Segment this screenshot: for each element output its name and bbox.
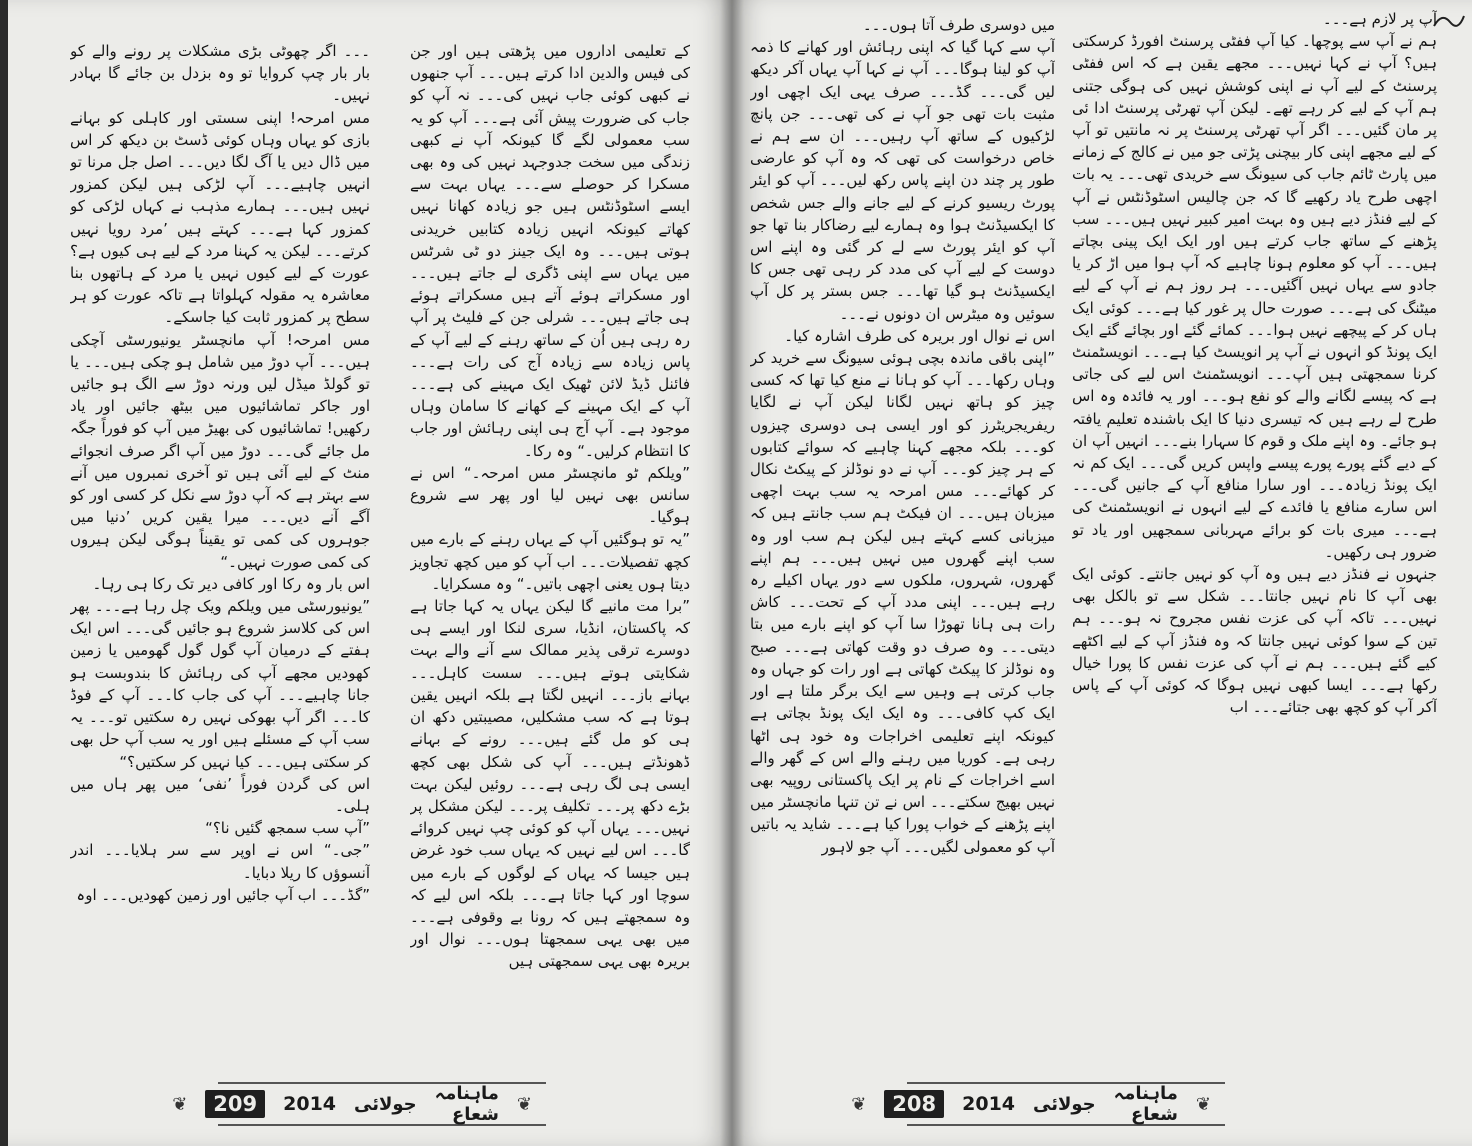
paragraph: کے تعلیمی اداروں میں پڑھتی ہیں اور جن کی فیس والدین ادا کرتے ہیں۔۔۔ آپ جنھوں نے کبھی کوئی جاب نہیں کی۔۔۔ نہ آپ کو جاب کی ضرورت پیش آئی ہے۔۔۔ آپ کو یہ سب معمولی لگے گا کیونکہ آپ نے کبھی زندگی میں سخت جدوجہد نہیں کی وہ بھی مسکرا کر حوصلے سے۔۔۔ یہاں بہت سے ایسے اسٹوڈنٹس ہیں جو زیادہ کھانا نہیں کھاتے کیونکہ انہیں زیادہ کتابیں خریدنی ہوتی ہیں۔۔۔ وہ ایک جینز دو ٹی شرٹس میں یہاں سے اپنی ڈگری لے جاتے ہیں۔۔۔ اور مسکراتے ہوئے آتے ہیں مسکراتے ہوئے ہی جاتے ہیں۔۔۔ شرلی جن کے فلیٹ پر آپ رہ رہی ہیں اُن کے ساتھ رہنے کے لیے آپ کے پاس زیادہ سے زیادہ آج کی رات ہے۔۔۔ فائنل ڈیڈ لائن ٹھیک ایک مہینے کی ہے۔۔۔ آپ کے ایک مہینے کے کھانے کا سامان وہاں موجود ہے۔ آپ آج ہی اپنی رہائش اور جاب کا انتظام کرلیں۔“ وہ رکا۔ bbox=[410, 42, 690, 460]
right-page-left-column bbox=[750, 14, 1055, 1024]
book-gutter bbox=[720, 0, 744, 1146]
ornament-icon: ❦ bbox=[516, 1093, 532, 1115]
issue-year: 2014 bbox=[962, 1093, 1016, 1115]
paragraph: ”گڈ۔۔۔ اب آپ جائیں اور زمین کھودیں۔۔۔ اوہ bbox=[76, 885, 370, 904]
paragraph: میں دوسری طرف آتا ہوں۔۔۔ bbox=[862, 16, 1055, 34]
magazine-name: ماہنامہ شعاع bbox=[1113, 1083, 1178, 1125]
left-page-left-column bbox=[70, 40, 370, 1050]
paragraph: اس بار وہ رکا اور کافی دیر تک رکا ہی رہا۔ bbox=[92, 574, 370, 593]
page-number: 208 bbox=[884, 1090, 944, 1118]
left-page-right-column bbox=[410, 40, 690, 1050]
paragraph: ”یہ تو ہوگئیں آپ کے یہاں رہنے کے بارے میں کچھ تفصیلات۔۔۔ اب آپ کو میں کچھ تجاویز دیتا ہوں یعنی اچھی باتیں۔“ وہ مسکرایا۔ bbox=[410, 530, 690, 593]
page-number: 209 bbox=[205, 1090, 265, 1118]
paragraph: ”ویلکم ٹو مانچسٹر مس امرحہ۔“ اس نے سانس بھی نہیں لیا اور پھر سے شروع ہوگیا۔ bbox=[410, 463, 690, 527]
paragraph: ”یونیورسٹی میں ویلکم ویک چل رہا ہے۔۔۔ پھر اس کی کلاسز شروع ہو جائیں گی۔۔۔ اس ایک ہفتے کے درمیان آپ گول گول گھومیں یا زمین کھودیں مجھے آپ کی رہائش کا بندوبست ہو جانا چاہیے۔۔۔ آپ کی جاب کا۔۔۔ آپ کے فوڈ کا۔۔۔ اگر آپ بھوکی نہیں رہ سکتیں تو۔۔۔ یہ سب آپ کے مسئلے ہیں اور یہ سب آپ حل بھی کر سکتی ہیں۔۔۔ کیا نہیں کر سکتیں؟“ bbox=[70, 597, 370, 771]
paragraph: ”برا مت مانیے گا لیکن یہاں یہ کہا جاتا ہے کہ پاکستان، انڈیا، سری لنکا اور ایسے ہی دوسرے ترقی پذیر ممالک سے آنے والے بہت شکایتی ہوتے ہیں۔۔۔ سست کاہل۔۔۔ بہانے باز۔۔۔ انہیں لگتا ہے بلکہ انہیں یقین ہوتا ہے کہ سب مشکلیں، مصیبتیں دکھ ان ہی کو مل گئے ہیں۔۔۔ رونے کے بہانے ڈھونڈتے ہیں۔۔۔ آپ کی شکل بھی کچھ ایسی ہی لگ رہی ہے۔۔۔ روئیں لیکن بہت بڑے دکھ پر۔۔۔ تکلیف پر۔۔۔ لیکن مشکل پر نہیں۔۔۔ یہاں آپ کو کوئی چپ نہیں کروائے گا۔۔۔ اس لیے نہیں کہ یہاں سب خود غرض ہیں جیسا کہ یہاں کے لوگوں کے بارے میں سوچا اور کہا جاتا ہے۔۔۔ بلکہ اس لیے کہ وہ سمجھتے ہیں کہ رونا بے وقوفی ہے۔۔۔ میں بھی یہی سمجھتا ہوں۔۔۔ نوال اور بریرہ بھی یہی سمجھتی ہیں bbox=[410, 597, 690, 971]
page-209 bbox=[8, 0, 732, 1146]
paragraph: آپ پر لازم ہے۔۔۔ bbox=[1322, 10, 1437, 28]
ornament-icon: ❦ bbox=[851, 1093, 867, 1115]
paragraph: اس کی گردن فوراً ’نفی‘ میں پھر ہاں میں ہلی۔ bbox=[70, 774, 370, 815]
issue-month: جولائی bbox=[354, 1093, 417, 1115]
issue-month: جولائی bbox=[1033, 1093, 1096, 1115]
ornament-icon: ❦ bbox=[1195, 1093, 1211, 1115]
paragraph: اس نے نوال اور بریرہ کی طرف اشارہ کیا۔ bbox=[784, 326, 1055, 345]
magazine-spread bbox=[8, 0, 1472, 1146]
page-footer bbox=[172, 1082, 546, 1126]
ornament-icon: ❦ bbox=[172, 1093, 188, 1115]
paragraph: ۔۔۔ اگر چھوٹی بڑی مشکلات پر رونے والے کو بار بار چپ کروایا تو وہ بزدل بن جائے گا بہادر نہیں۔ bbox=[70, 42, 370, 105]
paragraph: ”جی۔“ اس نے اوپر سے سر ہلایا۔۔۔ اندر آنسوؤں کا ریلا دبایا۔ bbox=[70, 841, 370, 882]
paragraph: آپ سے کہا گیا کہ اپنی رہائش اور کھانے کا ذمہ آپ کو لینا ہوگا۔۔۔ آپ نے کہا آپ یہاں آکر دیکھ لیں گی۔۔۔ گڈ۔۔۔ صرف یہی ایک اچھی اور مثبت بات تھی جو آپ نے کی تھی۔۔۔ جن پانچ لڑکیوں کے ساتھ آپ رہیں۔۔۔ ان سے ہم نے خاص درخواست کی تھی کہ وہ آپ کو عارضی طور پر چند دن اپنے پاس رکھ لیں۔۔۔ آپ کو ایئر پورٹ ریسیو کرنے کے لیے جانے والے جس شخص کا ایکسیڈنٹ ہوا وہ ہمارے لیے رضاکار بنا تھا جو آپ کو ایئر پورٹ سے لے کر گئی وہ اپنے اس دوست کے لیے آپ کی مدد کر رہی تھی جس کا ایکسیڈنٹ ہو گیا تھا۔۔۔ جس بستر پر کل آپ سوئیں وہ میٹرس ان دونوں نے۔۔۔ bbox=[750, 38, 1055, 323]
paragraph: ہم نے آپ سے پوچھا۔ کیا آپ ففٹی پرسنٹ افورڈ کرسکتی ہیں؟ آپ نے کہا نہیں۔۔۔ مجھے یقین ہے کہ اس ففٹی پرسنٹ کے لیے آپ نے اپنی کوشش نہیں کی ہوگی جتنی ہم آپ کے لیے کر رہے تھے۔ لیکن آپ تھرٹی پرسنٹ ادا ئی پر مان گئیں۔۔۔ اگر آپ تھرٹی پرسنٹ پر نہ مانتیں تو آپ کے لیے مجھے اپنی کار بیچنی پڑتی جو میں نے کالج کے زمانے میں پارٹ ٹائم جاب کی سیونگ سے خریدی تھی۔۔۔ یہ بات اچھی طرح یاد رکھیے گا کہ جن چالیس اسٹوڈنٹس نے آپ کے لیے فنڈز دیے ہیں وہ بہت امیر کبیر نہیں ہیں۔۔۔ سب پڑھنے کے ساتھ جاب کرتے ہیں اور ایک ایک پینی بچاتے ہیں۔۔۔ آپ کو معلوم ہونا چاہیے کہ آپ ہوا میں اڑ کر یا جادو سے یہاں نہیں آگئیں۔۔۔ ہر روز ہم نے آپ کے لیے میٹنگ کی ہے۔۔۔ صورت حال پر غور کیا ہے۔۔۔ کوئی ایک ہاں کر کے پیچھے نہیں ہوا۔۔۔ کمائے گئے اور بچائے گئے ایک ایک پونڈ کو انہوں نے آپ پر انویسٹ کیا ہے۔۔۔ انویسٹمنٹ کرنا سمجھتی ہیں آپ۔۔۔ انویسٹمنٹ اس لیے کی جاتی ہے کہ پیسے لگانے والے کو نفع ہو۔۔۔ اور یہ فائدہ وہ اس طرح لے رہے ہیں کہ تیسری دنیا کا ایک باشندہ تعلیم یافتہ ہو جائے۔ وہ اپنے ملک و قوم کا سہارا بنے۔۔۔ انہیں آپ ان کے دیے گئے پورے پورے پیسے واپس کریں گی۔۔۔ ایک کم نہ ایک پونڈ زیادہ۔۔۔ اور سارا منافع آپ کے جانیں گی۔۔۔ اس سارے منافع یا فائدے کے لیے انہوں نے انویسٹمنٹ کی ہے۔۔۔ میری بات کو برائے مہربانی سمجھیں اور یاد تو ضرور ہی رکھیں۔ bbox=[1072, 32, 1437, 561]
paragraph: جنہوں نے فنڈز دیے ہیں وہ آپ کو نہیں جانتے۔ کوئی ایک بھی آپ کا نام نہیں جانتا۔۔۔ شکل سے تو بالکل بھی نہیں۔۔۔ تاکہ آپ کی عزت نفس مجروح نہ ہو۔۔۔ ہم تین کے سوا کوئی نہیں جانتا کہ وہ فنڈز آپ کے لیے اکٹھے کیے گئے ہیں۔۔۔ ہم نے آپ کی عزت نفس کا پورا خیال رکھا ہے۔۔۔ ایسا کبھی نہیں ہوگا کہ کوئی آپ کے پاس آکر آپ کو کچھ بھی جتائے۔۔۔ اب bbox=[1072, 565, 1437, 717]
right-page-right-column bbox=[1072, 8, 1437, 1018]
paragraph: ”اپنی باقی ماندہ بچی ہوئی سیونگ سے خرید کر وہاں رکھا۔۔۔ آپ کو ہانا نے منع کیا تھا کہ کسی چیز کو ہاتھ نہیں لگانا لیکن آپ نے لگایا ریفریجریٹرز کو اور ایسی ہی دوسری چیزوں کو۔۔۔ بلکہ مجھے کہنا چاہیے کہ سوائے کتابوں کے ہر چیز کو۔۔۔ آپ نے دو نوڈلز کے پیکٹ نکال کر کھائے۔۔۔ مس امرحہ یہ سب بہت اچھی میزبان ہیں۔۔۔ ان فیکٹ ہم سب جانتے ہیں کہ میزبانی کسے کہتے ہیں لیکن ہم سب اور وہ سب اپنے گھروں میں نہیں ہیں۔۔۔ ہم اپنے گھروں، شہروں، ملکوں سے دور یہاں اکیلے رہ رہے ہیں۔۔۔ اپنی مدد آپ کے تحت۔۔۔ کاش رات ہی ہانا تھوڑا سا آپ کو اپنے بارے میں بتا دیتی۔۔۔ وہ صرف دو وقت کھاتی ہے۔۔۔ صبح وہ نوڈلز کا پیکٹ کھاتی ہے اور رات کو جہاں وہ جاب کرتی ہے وہیں سے ایک برگر ملتا ہے اور ایک کپ کافی۔۔۔ وہ ایک ایک پونڈ بچاتی ہے کیونکہ اپنے تعلیمی اخراجات وہ خود ہی اٹھا رہی ہے۔ کوریا میں رہنے والے اس کے گھر والے اسے اخراجات کے نام پر ایک پاکستانی روپیہ بھی نہیں بھیج سکتے۔۔۔ اس نے تن تنہا مانچسٹر میں اپنے پڑھنے کے خواب پورا کیا ہے۔۔۔ شاید یہ باتیں آپ کو معمولی لگیں۔۔۔ آپ جو لاہور bbox=[750, 349, 1055, 856]
page-footer bbox=[851, 1082, 1225, 1126]
paragraph: مس امرحہ! آپ مانچسٹر یونیورسٹی آچکی ہیں۔۔۔ آپ دوڑ میں شامل ہو چکی ہیں۔۔۔ یا تو گولڈ میڈل لیں ورنہ دوڑ سے الگ ہو جائیں اور جاکر تماشائیوں میں بیٹھ جائیں اور یاد رکھیں! تماشائیوں کی بھیڑ میں آپ کو فوراً جگہ مل جائے گی۔۔۔ دوڑ میں آپ اگر صرف انجوائے منٹ کے لیے آئی ہیں تو آخری نمبروں میں آنے سے بہتر ہے کہ آپ دوڑ سے نکل کر کسی اور کو آگے آنے دیں۔۔۔ میرا یقین کریں ’دنیا میں جوہروں کی کمی تو یقیناً ہوگی لیکن ہیروں کی کمی صورت نہیں۔“ bbox=[70, 330, 370, 571]
paragraph: ”آپ سب سمجھ گئیں نا؟“ bbox=[205, 819, 370, 838]
issue-year: 2014 bbox=[283, 1093, 337, 1115]
corner-mark-icon bbox=[1432, 10, 1466, 32]
paragraph: مس امرحہ! اپنی سستی اور کاہلی کو بہانے بازی کو یہاں وہاں کوئی ڈسٹ بن دیکھ کر اس میں ڈال دیں یا آگ لگا دیں۔۔۔ اصل جل مرنا تو انہیں چاہیے۔۔۔ آپ لڑکی ہیں لیکن کمزور نہیں ہیں۔۔۔ ہمارے مذہب نے کہاں لڑکی کو کمزور کہا ہے۔۔۔ کہتے ہیں ’مرد رویا نہیں کرتے۔۔۔ لیکن یہ کہنا مرد کے لیے ہی کیوں ہے؟ عورت کے لیے کیوں نہیں یا مرد کے ہاتھوں بنا معاشرہ یہ مقولہ کہلواتا ہے تاکہ عورت کو ہر سطح پر کمزور ثابت کیا جاسکے۔ bbox=[70, 108, 370, 327]
magazine-name: ماہنامہ شعاع bbox=[434, 1083, 499, 1125]
page-208 bbox=[732, 0, 1472, 1146]
